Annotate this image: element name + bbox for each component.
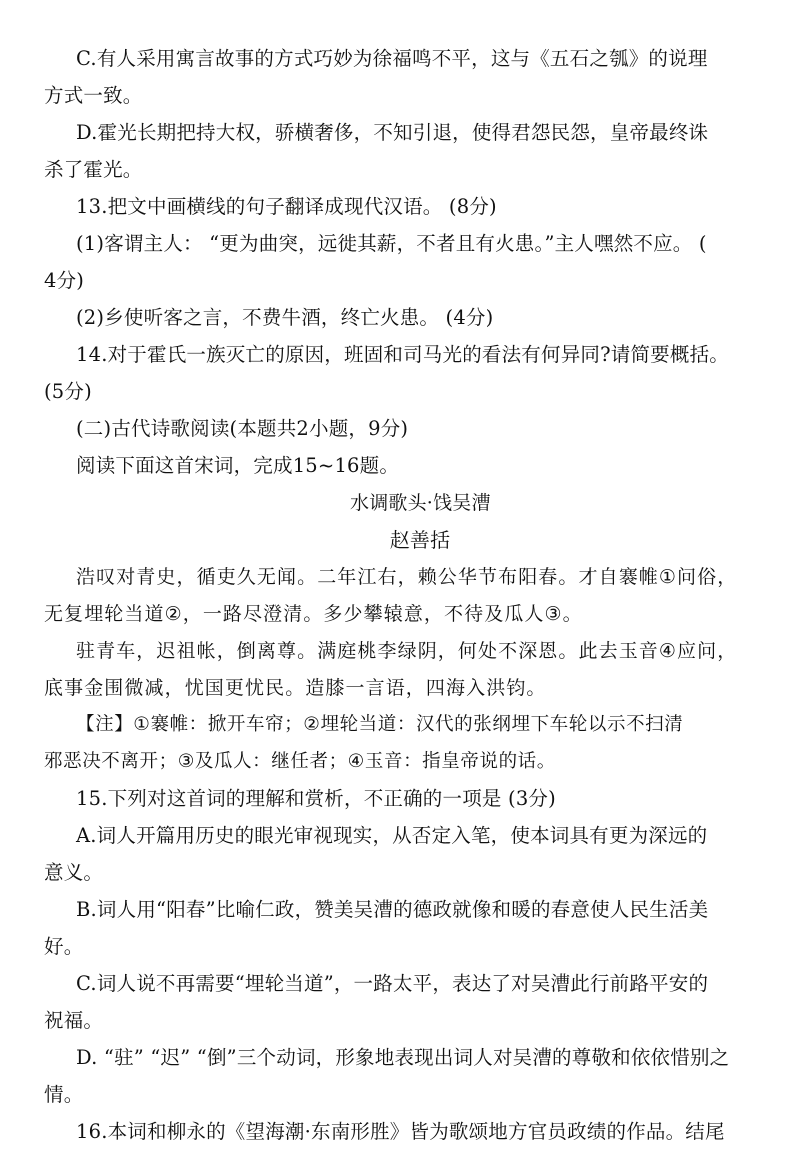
text-line-q14-1: 14.对于霍氏一族灭亡的原因，班固和司马光的看法有何异同?请简要概括。 <box>76 343 729 366</box>
text-line-q12d-1: D.霍光长期把持大权，骄横奢侈，不知引退，使得君怨民怨，皇帝最终诛 <box>76 121 709 144</box>
text-line-q13: 13.把文中画横线的句子翻译成现代汉语。 (8分) <box>76 195 497 218</box>
text-line-q15: 15.下列对这首词的理解和赏析，不正确的一项是 (3分) <box>76 787 556 810</box>
text-line-q15d-1: D. “驻” “迟” “倒”三个动词，形象地表现出词人对吴漕的尊敬和依依惜别之 <box>76 1046 730 1069</box>
text-line-q15a-1: A.词人开篇用历史的眼光审视现实，从否定入笔，使本词具有更为深远的 <box>76 824 708 847</box>
text-line-q15d-2: 情。 <box>44 1083 84 1106</box>
text-line-q13-1a: (1)客谓主人： “更为曲突，远徙其薪，不者且有火患。”主人嘿然不应。 ( <box>76 232 707 255</box>
text-line-poem-2a: 驻青车，迟祖帐，倒离尊。满庭桃李绿阴，何处不深恩。此去玉音④应问， <box>76 640 738 662</box>
text-line-q14-2: (5分) <box>44 380 92 403</box>
text-line-note-1: 【注】①褰帷：掀开车帘；②埋轮当道：汉代的张纲埋下车轮以示不扫清 <box>76 714 684 735</box>
text-line-q12c-2: 方式一致。 <box>44 84 143 107</box>
text-line-note-2: 邪恶决不离开；③及瓜人：继任者；④玉音：指皇帝说的话。 <box>44 751 556 772</box>
text-line-poem-1b: 无复埋轮当道②，一路尽澄清。多少攀辕意，不待及瓜人③。 <box>44 603 583 625</box>
text-line-q15b-2: 好。 <box>44 935 84 958</box>
text-line-read: 阅读下面这首宋词，完成15~16题。 <box>76 454 400 477</box>
text-line-poem-title: 水调歌头·饯吴漕 <box>350 492 491 514</box>
text-line-q15c-2: 祝福。 <box>44 1009 104 1032</box>
text-line-q16: 16.本词和柳永的《望海潮·东南形胜》皆为歌颂地方官员政绩的作品。结尾 <box>76 1120 725 1143</box>
text-line-q13-1b: 4分) <box>44 269 85 292</box>
text-line-q12c-1: C.有人采用寓言故事的方式巧妙为徐福鸣不平，这与《五石之瓠》的说理 <box>76 47 708 70</box>
text-line-poem-1a: 浩叹对青史，循吏久无闻。二年江右，赖公华节布阳春。才自褰帷①问俗， <box>76 566 738 588</box>
text-line-poem-author: 赵善括 <box>389 528 451 552</box>
text-line-q15c-1: C.词人说不再需要“埋轮当道”，一路太平，表达了对吴漕此行前路平安的 <box>76 972 709 995</box>
text-line-q15a-2: 意义。 <box>44 861 104 884</box>
text-line-sec2: (二)古代诗歌阅读(本题共2小题，9分) <box>76 417 409 440</box>
text-line-q15b-1: B.词人用“阳春”比喻仁政，赞美吴漕的德政就像和暖的春意使人民生活美 <box>76 898 709 921</box>
text-line-q12d-2: 杀了霍光。 <box>44 158 143 181</box>
text-line-poem-2b: 底事金围微减，忧国更忧民。造膝一言语，四海入洪钧。 <box>44 677 547 699</box>
text-line-q13-2: (2)乡使听客之言，不费牛酒，终亡火患。 (4分) <box>76 306 494 329</box>
